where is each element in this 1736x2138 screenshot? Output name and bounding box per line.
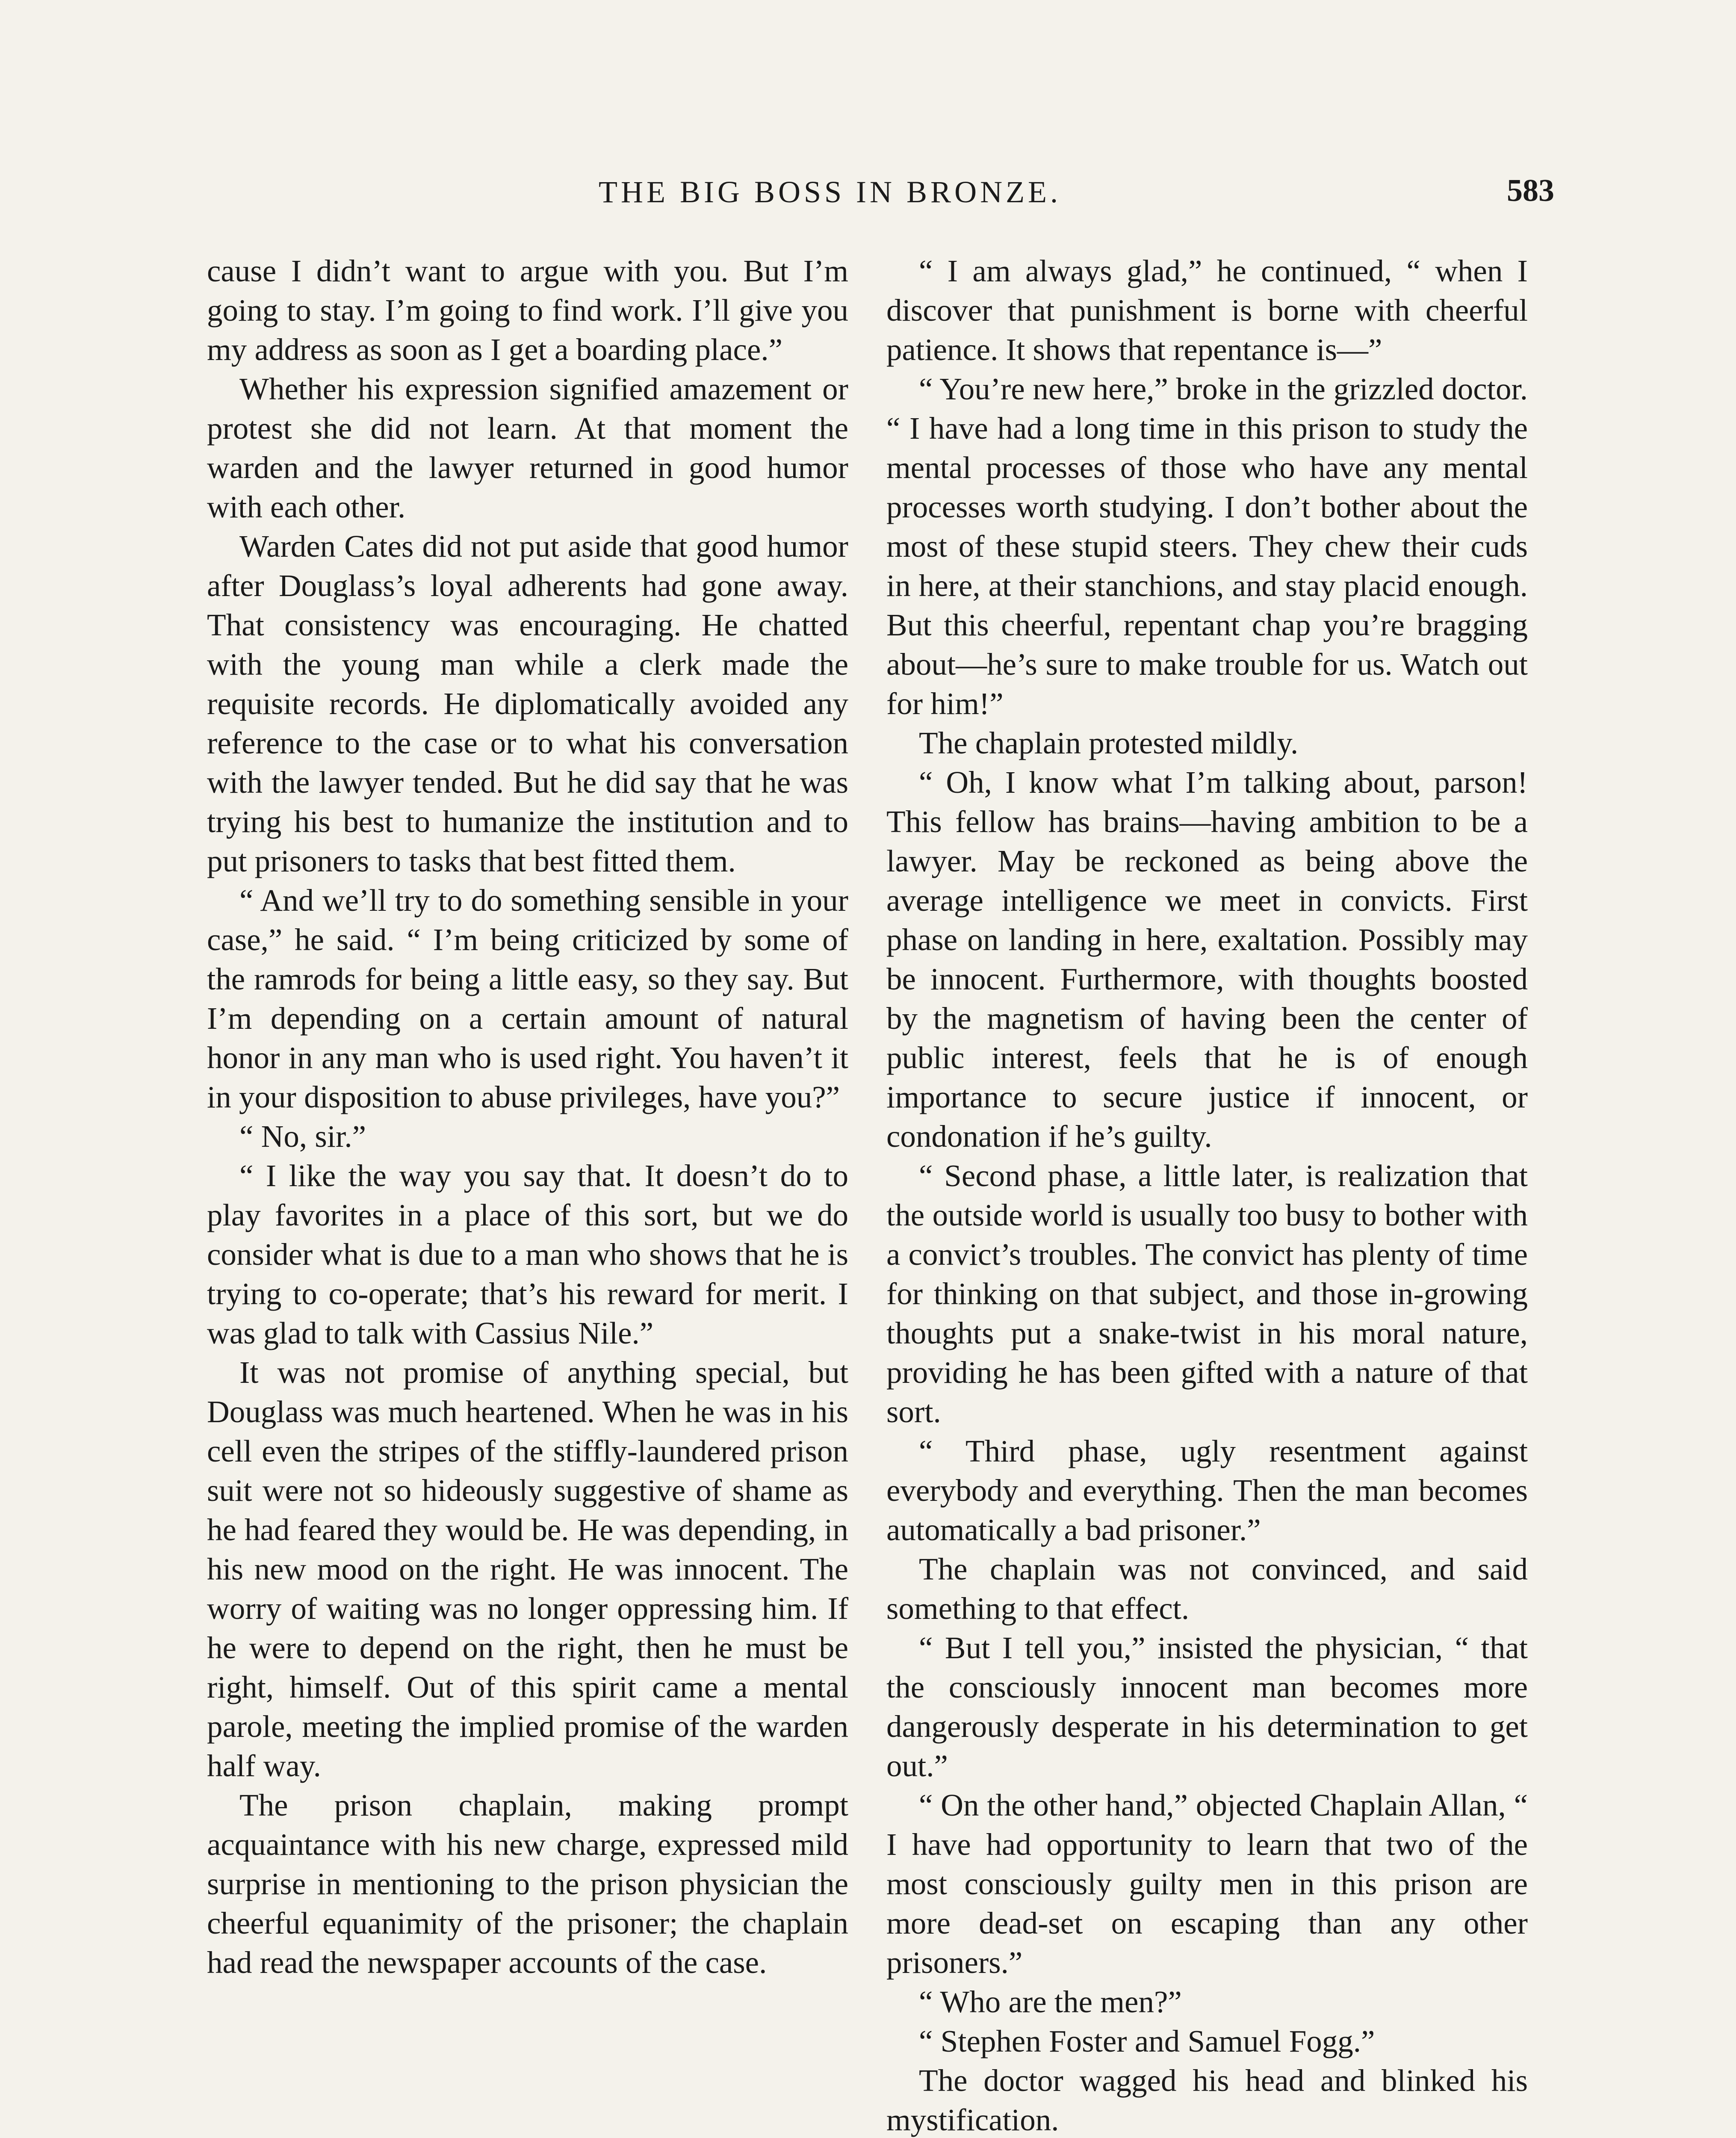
paragraph: “ And we’ll try to do something sensible in your case,” he said. “ I’m being criticized by some of the ramrods for being a little easy, so they say. But I’m depending on a certain amount of natural honor in any man who is used right. You haven’t it in your disposition to abuse privileges, have you?”	[207, 883, 848, 1114]
paragraph: “ I am always glad,” he continued, “ when I discover that punishment is borne with cheerful patience. It shows that repentance is—”	[886, 254, 1528, 367]
paragraph: “ Second phase, a little later, is realization that the outside world is usually too busy to bother with a convict’s troubles. The convict has plenty of time for thinking on that subject, and those in-growing thoughts put a snake-twist in his moral nature, providing he has been gifted with a nature of that sort.	[886, 1158, 1528, 1429]
paragraph: “ You’re new here,” broke in the grizzled doctor. “ I have had a long time in this prison to study the mental processes of those who have any mental processes worth studying. I don’t bother about the most of these stupid steers. They chew their cuds in here, at their stanchions, and stay placid enough. But this cheerful, repentant chap you’re bragging about—he’s sure to make trouble for us. Watch out for him!”	[886, 372, 1528, 721]
page-number: 583	[1507, 173, 1554, 208]
right-text-column	[886, 251, 1528, 2138]
paragraph: cause I didn’t want to argue with you. But I’m going to stay. I’m going to find work. I’ll give you my address as soon as I get a boarding place.”	[207, 254, 848, 367]
paragraph: It was not promise of anything special, but Douglass was much heartened. When he was in his cell even the stripes of the stiffly-laundered prison suit were not so hideously suggestive of shame as he had feared they would be. He was depending, in his new mood on the right. He was innocent. The worry of waiting was no longer oppressing him. If he were to depend on the right, then he must be right, himself. Out of this spirit came a mental parole, meeting the implied promise of the warden half way.	[207, 1355, 848, 1783]
paragraph: “ On the other hand,” objected Chaplain Allan, “ I have had opportunity to learn that two of the most consciously guilty men in this prison are more dead-set on escaping than any other prisoners.”	[886, 1788, 1528, 1980]
paragraph: “ Who are the men?”	[919, 1984, 1182, 2019]
paragraph: “ Stephen Foster and Samuel Fogg.”	[919, 2024, 1375, 2058]
paragraph: “ I like the way you say that. It doesn’t do to play favorites in a place of this sort, but we do consider what is due to a man who shows that he is trying to co-operate; that’s his reward for merit. I was glad to talk with Cassius Nile.”	[207, 1158, 848, 1350]
paragraph: “ But I tell you,” insisted the physician, “ that the consciously innocent man becomes more dangerously desperate in his determination to get out.”	[886, 1630, 1528, 1783]
left-text-column	[207, 251, 848, 1982]
paragraph: The chaplain was not convinced, and said something to that effect.	[886, 1552, 1528, 1626]
paragraph: Whether his expression signified amazement or protest she did not learn. At that moment the warden and the lawyer returned in good humor with each other.	[207, 372, 848, 524]
paragraph: Warden Cates did not put aside that good humor after Douglass’s loyal adherents had gone away. That consistency was encouraging. He chatted with the young man while a clerk made the requisite records. He diplomatically avoided any reference to the case or to what his conversation with the lawyer tended. But he did say that he was trying his best to humanize the institution and to put prisoners to tasks that best fitted them.	[207, 529, 848, 878]
paragraph: The doctor wagged his head and blinked his mystification.	[886, 2063, 1528, 2137]
running-title: THE BIG BOSS IN BRONZE.	[599, 175, 1062, 209]
paragraph: “ No, sir.”	[239, 1119, 366, 1154]
paragraph: The chaplain protested mildly.	[919, 726, 1299, 760]
paragraph: “ Third phase, ugly resentment against everybody and everything. Then the man becomes automatically a bad prisoner.”	[886, 1434, 1528, 1547]
paragraph: The prison chaplain, making prompt acquaintance with his new charge, expressed mild surprise in mentioning to the prison physician the cheerful equanimity of the prisoner; the chaplain had read the newspaper accounts of the case.	[207, 1788, 848, 1980]
paragraph: “ Oh, I know what I’m talking about, parson! This fellow has brains—having ambition to be a lawyer. May be reckoned as being above the average intelligence we meet in convicts. First phase on landing in here, exaltation. Possibly may be innocent. Furthermore, with thoughts boosted by the magnetism of having been the center of public interest, feels that he is of enough importance to secure justice if innocent, or condonation if he’s guilty.	[886, 765, 1528, 1154]
